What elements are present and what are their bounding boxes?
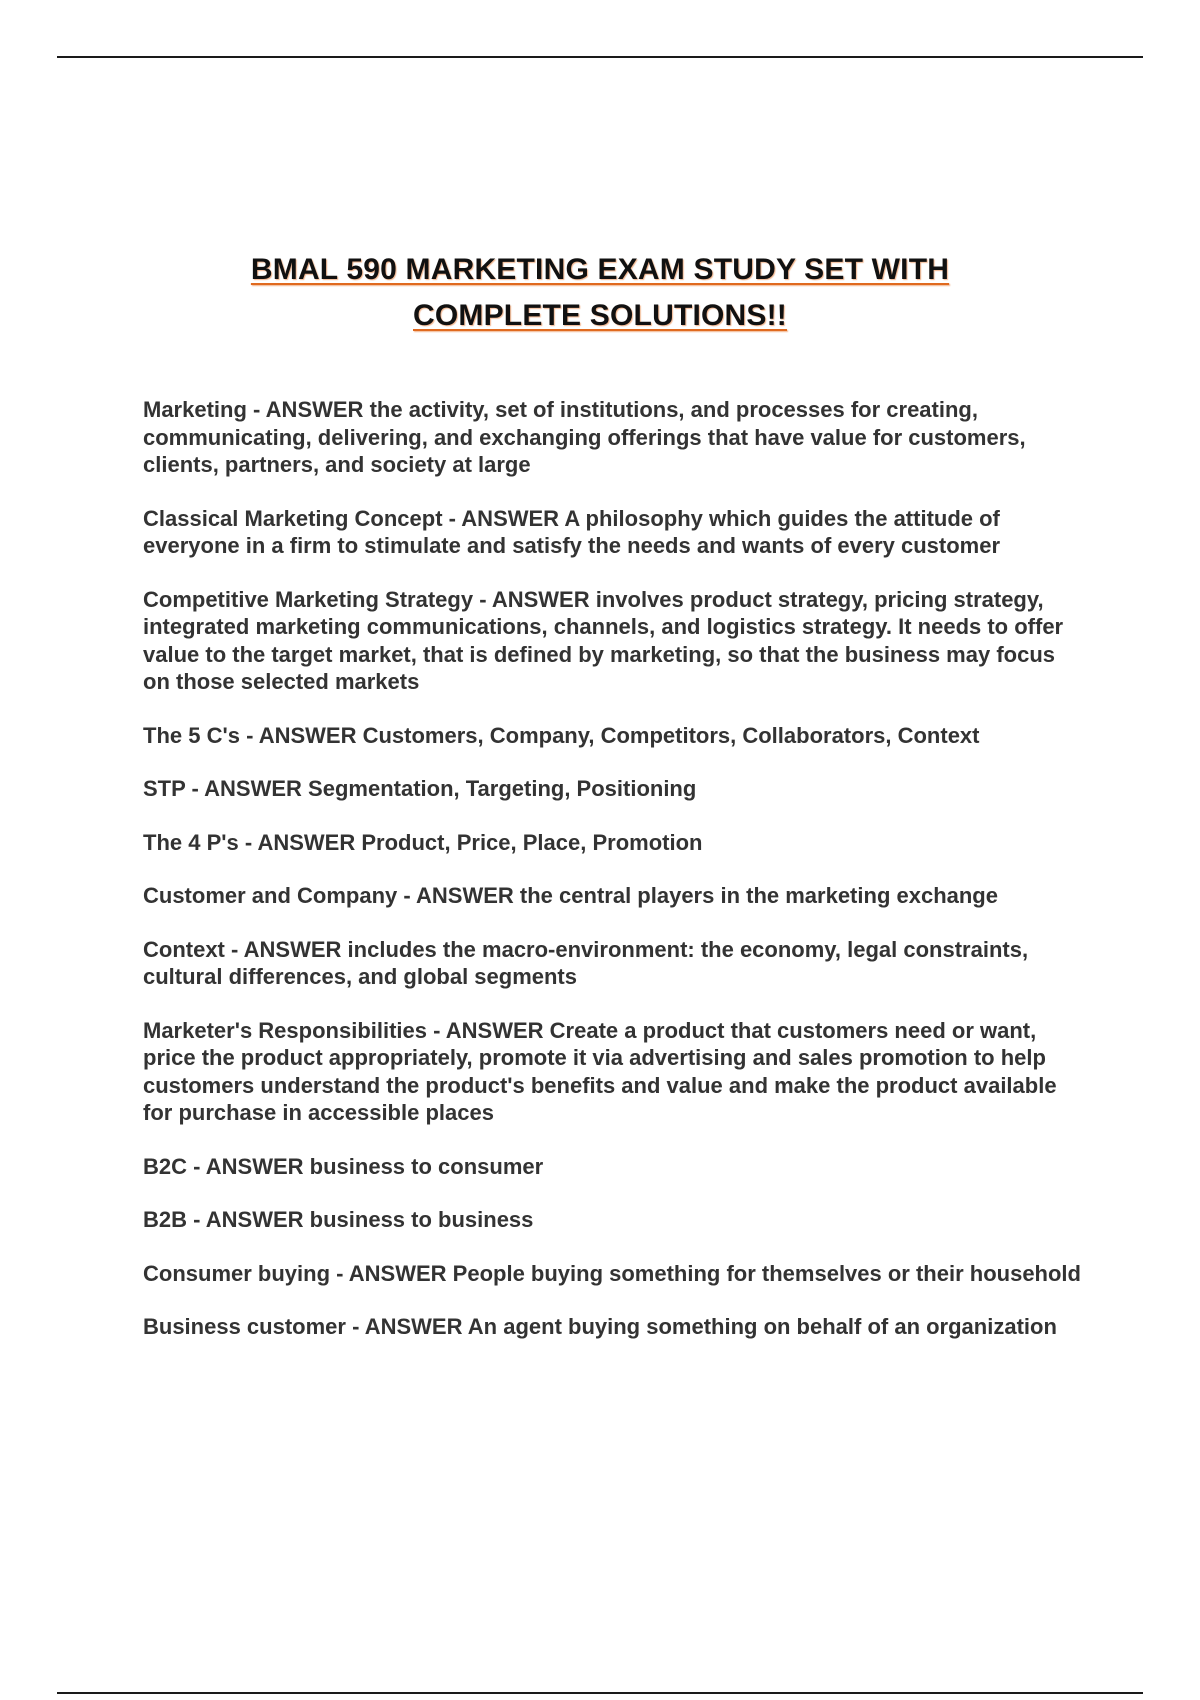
answer-label: ANSWER [265, 397, 364, 422]
document-title [0, 247, 1200, 339]
entry-definition: the activity, set of institutions, and processes for creating, communicating, delivering, and exchanging offerings that have value for customers, clients, partners, and society at large [143, 397, 1026, 477]
entry-term: B2C [143, 1153, 188, 1179]
qa-entry-classical-marketing-concept [143, 505, 1083, 560]
answer-label: ANSWER [348, 1260, 447, 1286]
qa-entry-consumer-buying [143, 1260, 1083, 1288]
document-title-line-2: COMPLETE SOLUTIONS!! [413, 299, 787, 332]
entry-definition: business to consumer [309, 1153, 544, 1179]
qa-entry-b2b [143, 1206, 1083, 1234]
qa-entry-business-customer [143, 1313, 1083, 1341]
entry-term: Competitive Marketing Strategy [143, 586, 474, 612]
entry-separator: - [231, 936, 239, 962]
entry-separator: - [253, 397, 261, 422]
entry-term: Customer and Company [143, 883, 398, 908]
qa-entry-marketers-responsibilities [143, 1017, 1083, 1127]
qa-entry-marketing [143, 396, 1083, 479]
entry-separator: - [191, 776, 199, 801]
qa-entry-five-cs [143, 722, 1083, 750]
entry-term: Marketer's Responsibilities [143, 1017, 428, 1043]
qa-entry-list [143, 396, 1083, 1367]
entry-definition: Segmentation, Targeting, Positioning [308, 776, 697, 801]
entry-separator: - [479, 586, 487, 612]
entry-separator: - [193, 1207, 201, 1232]
entry-definition: A philosophy which guides the attitude of everyone in a firm to stimulate and satisfy the needs and wants of every customer [143, 505, 1001, 558]
answer-label: ANSWER [257, 829, 356, 855]
entry-definition: business to business [309, 1207, 534, 1232]
bottom-rule [57, 1692, 1143, 1694]
entry-separator: - [433, 1017, 441, 1043]
qa-entry-context [143, 936, 1083, 991]
entry-separator: - [193, 1153, 201, 1179]
entry-separator: - [246, 722, 254, 748]
entry-definition: An agent buying something on behalf of an organization [467, 1314, 1057, 1339]
entry-term: Consumer buying [143, 1260, 331, 1286]
qa-entry-competitive-marketing-strategy [143, 586, 1083, 696]
entry-separator: - [244, 829, 253, 855]
entry-definition: Product, Price, Place, Promotion [361, 829, 703, 855]
answer-label: ANSWER [461, 505, 560, 531]
entry-definition: the central players in the marketing exchange [519, 883, 998, 908]
entry-definition: Create a product that customers need or want, price the product appropriately, promote it via advertising and sales promotion to help customers understand the product's benefits and value and make the product available for purchase in accessible places [143, 1017, 1057, 1125]
answer-label: ANSWER [243, 936, 342, 962]
answer-label: ANSWER [204, 776, 302, 801]
entry-term: Classical Marketing Concept [143, 505, 443, 531]
entry-term: Context [143, 936, 225, 962]
answer-label: ANSWER [364, 1314, 463, 1339]
answer-label: ANSWER [258, 722, 357, 748]
entry-separator: - [448, 505, 456, 531]
qa-entry-stp [143, 775, 1083, 803]
answer-label: ANSWER [491, 586, 590, 612]
entry-term: B2B [143, 1207, 188, 1232]
document-title-line-1: BMAL 590 MARKETING EXAM STUDY SET WITH [250, 253, 950, 286]
answer-label: ANSWER [445, 1017, 544, 1043]
entry-term: Marketing [143, 397, 247, 422]
answer-label: ANSWER [416, 883, 514, 908]
entry-separator: - [336, 1260, 344, 1286]
entry-term: Business customer [143, 1314, 346, 1339]
entry-term: The 5 C's [143, 722, 240, 748]
top-rule [57, 56, 1143, 58]
entry-term: The 4 P's [143, 829, 239, 855]
entry-definition: includes the macro-environment: the economy, legal constraints, cultural differences, and global segments [143, 936, 1029, 989]
entry-separator: - [352, 1314, 360, 1339]
qa-entry-b2c [143, 1153, 1083, 1181]
qa-entry-four-ps [143, 829, 1083, 857]
entry-definition: involves product strategy, pricing strategy, integrated marketing communications, channels, and logistics strategy. It needs to offer value to the target market, that is defined by marketing, so that the business may focus on those selected markets [143, 586, 1064, 694]
entry-definition: Customers, Company, Competitors, Collaborators, Context [362, 722, 980, 748]
entry-definition: People buying something for themselves or their household [452, 1260, 1081, 1286]
answer-label: ANSWER [205, 1207, 304, 1232]
entry-term: STP [143, 776, 186, 801]
answer-label: ANSWER [205, 1153, 304, 1179]
qa-entry-customer-and-company [143, 882, 1083, 910]
entry-separator: - [403, 883, 411, 908]
